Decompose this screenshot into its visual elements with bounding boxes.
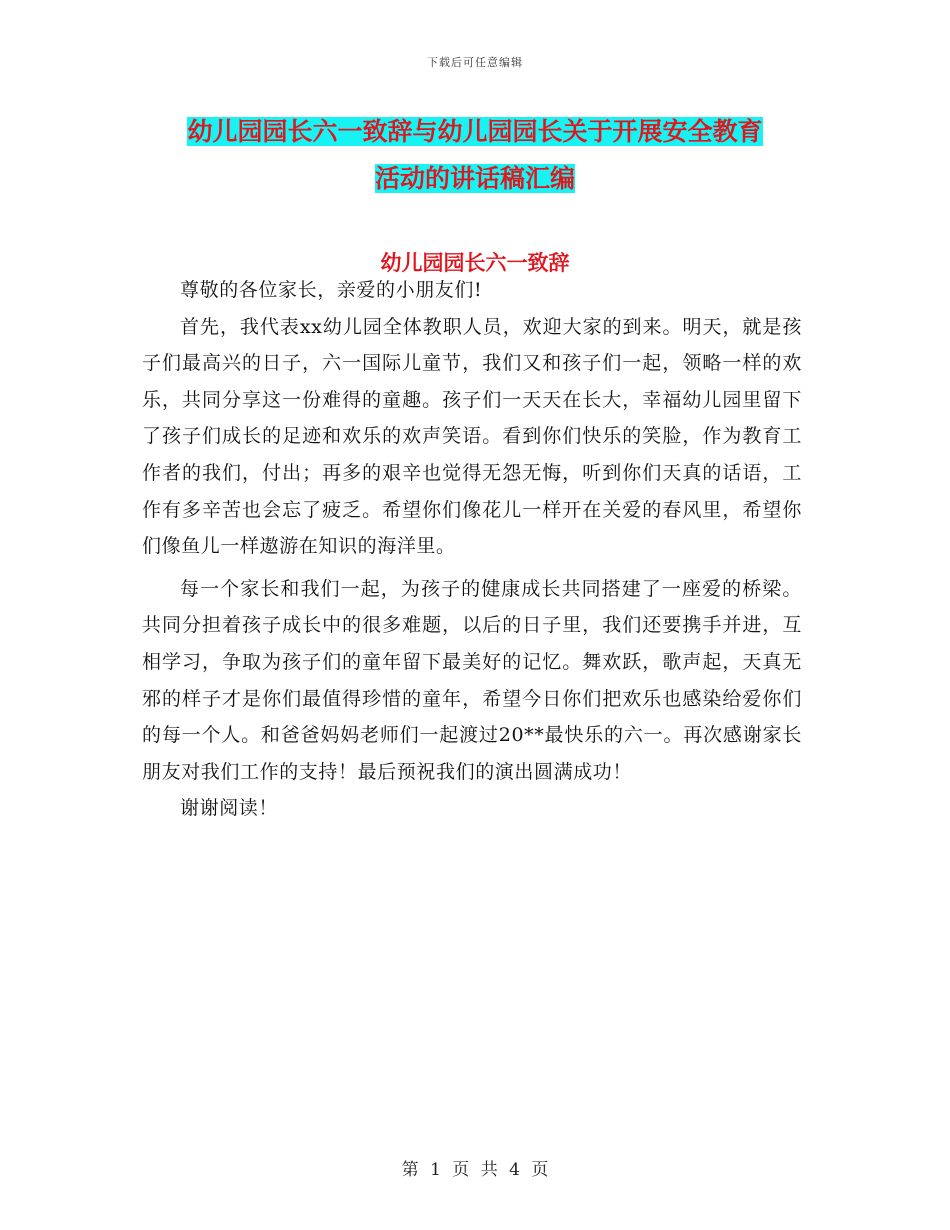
section-title: 幼儿园园长六一致辞 [380, 251, 570, 275]
paragraph-welcome: 首先，我代表xx幼儿园全体教职人员，欢迎大家的到来。明天，就是孩子们最高兴的日子，六一国际儿童节，我们又和孩子们一起，领略一样的欢乐，共同分享这一份难得的童趣。孩子们一天天在长大，幸福幼儿园里留下了孩子们成长的足迹和欢乐的欢声笑语。看到你们快乐的笑脸，作为教育工作者的我们，付出；再多的艰辛也觉得无怨无悔，听到你们天真的话语，工作有多辛苦也会忘了疲乏。希望你们像花儿一样开在关爱的春风里，希望你们像鱼儿一样遨游在知识的海洋里。 [142, 315, 802, 558]
paragraph-closing: 谢谢阅读！ [180, 797, 279, 820]
document-title-line-1: 幼儿园园长六一致辞与幼儿园园长关于开展安全教育 [187, 117, 763, 146]
page-number-footer: 第 1 页 共 4 页 [401, 1160, 549, 1180]
document-title [150, 108, 800, 202]
document-body [142, 272, 802, 827]
document-title-line-2: 活动的讲话稿汇编 [374, 164, 575, 193]
paragraph-parents: 每一个家长和我们一起，为孩子的健康成长共同搭建了一座爱的桥梁。共同分担着孩子成长中的很多难题，以后的日子里，我们还要携手并进，互相学习，争取为孩子们的童年留下最美好的记忆。舞欢跃，歌声起，天真无邪的样子才是你们最值得珍惜的童年，希望今日你们把欢乐也感染给爱你们的每一个人。和爸爸妈妈老师们一起渡过20**最快乐的六一。再次感谢家长朋友对我们工作的支持！最后预祝我们的演出圆满成功！ [142, 577, 802, 783]
paragraph-salutation: 尊敬的各位家长，亲爱的小朋友们! [180, 279, 483, 301]
page-header-note: 下载后可任意编辑 [427, 56, 523, 69]
